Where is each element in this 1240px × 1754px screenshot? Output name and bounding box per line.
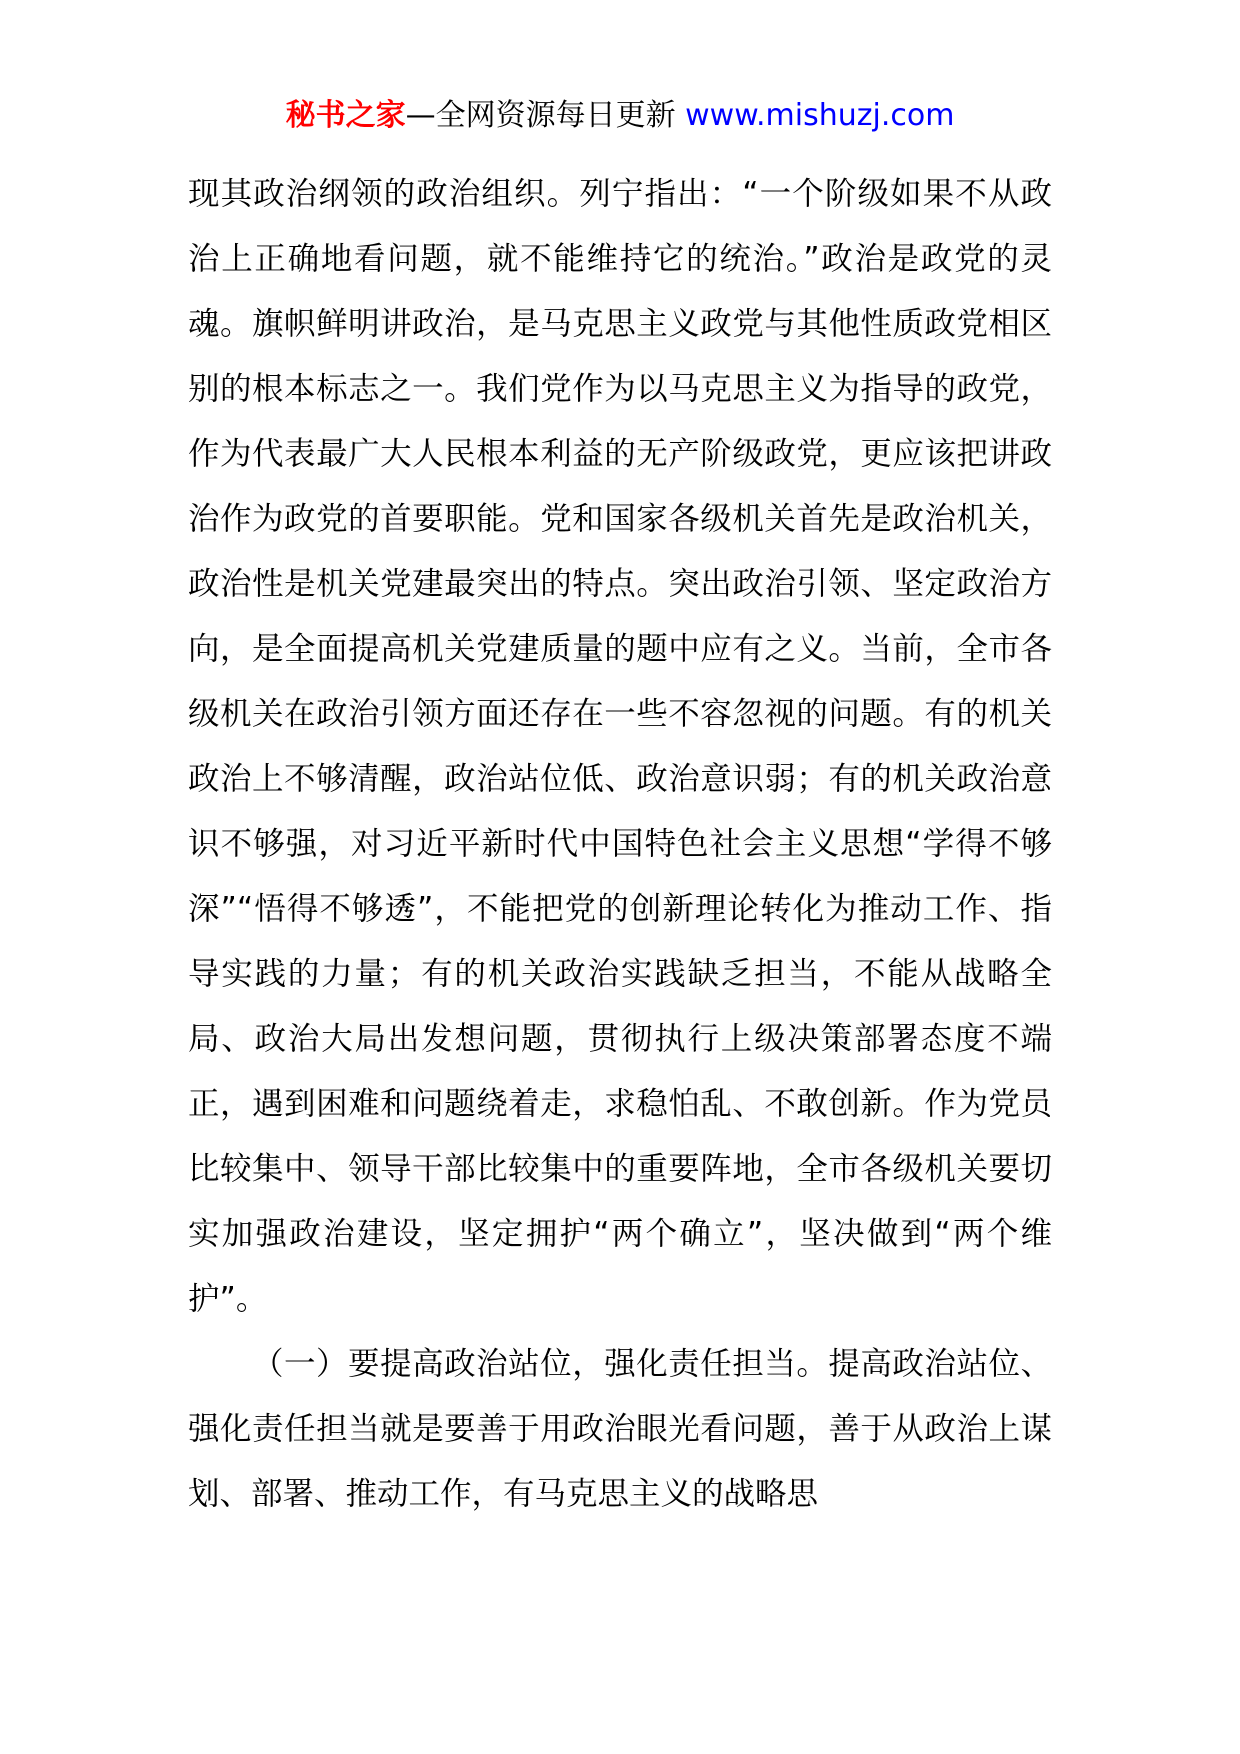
header-tagline: —全网资源每日更新 xyxy=(405,98,676,133)
paragraph-1: 现其政治纲领的政治组织。列宁指出：“一个阶级如果不从政治上正确地看问题，就不能维持它的统治。”政治是政党的灵魂。旗帜鲜明讲政治，是马克思主义政党与其他性质政党相区别的根本标志之一。我们党作为以马克思主义为指导的政党，作为代表最广大人民根本利益的无产阶级政党，更应该把讲政治作为政党的首要职能。党和国家各级机关首先是政治机关，政治性是机关党建最突出的特点。突出政治引领、坚定政治方向，是全面提高机关党建质量的题中应有之义。当前，全市各级机关在政治引领方面还存在一些不容忽视的问题。有的机关政治上不够清醒，政治站位低、政治意识弱；有的机关政治意识不够强，对习近平新时代中国特色社会主义思想“学得不够深”“悟得不够透”，不能把党的创新理论转化为推动工作、指导实践的力量；有的机关政治实践缺乏担当，不能从战略全局、政治大局出发想问题，贯彻执行上级决策部署态度不端正，遇到困难和问题绕着走，求稳怕乱、不敢创新。作为党员比较集中、领导干部比较集中的重要阵地，全市各级机关要切实加强政治建设，坚定拥护“两个确立”，坚决做到“两个维护”。 xyxy=(188,176,1052,1317)
paragraph-2: （一）要提高政治站位，强化责任担当。提高政治站位、强化责任担当就是要善于用政治眼光看问题，善于从政治上谋划、部署、推动工作，有马克思主义的战略思 xyxy=(188,1346,1052,1512)
header-url-link[interactable]: www.mishuzj.com xyxy=(685,98,955,133)
document-body xyxy=(188,162,1052,1527)
header-brand: 秘书之家 xyxy=(285,98,406,133)
page-header xyxy=(0,96,1240,136)
